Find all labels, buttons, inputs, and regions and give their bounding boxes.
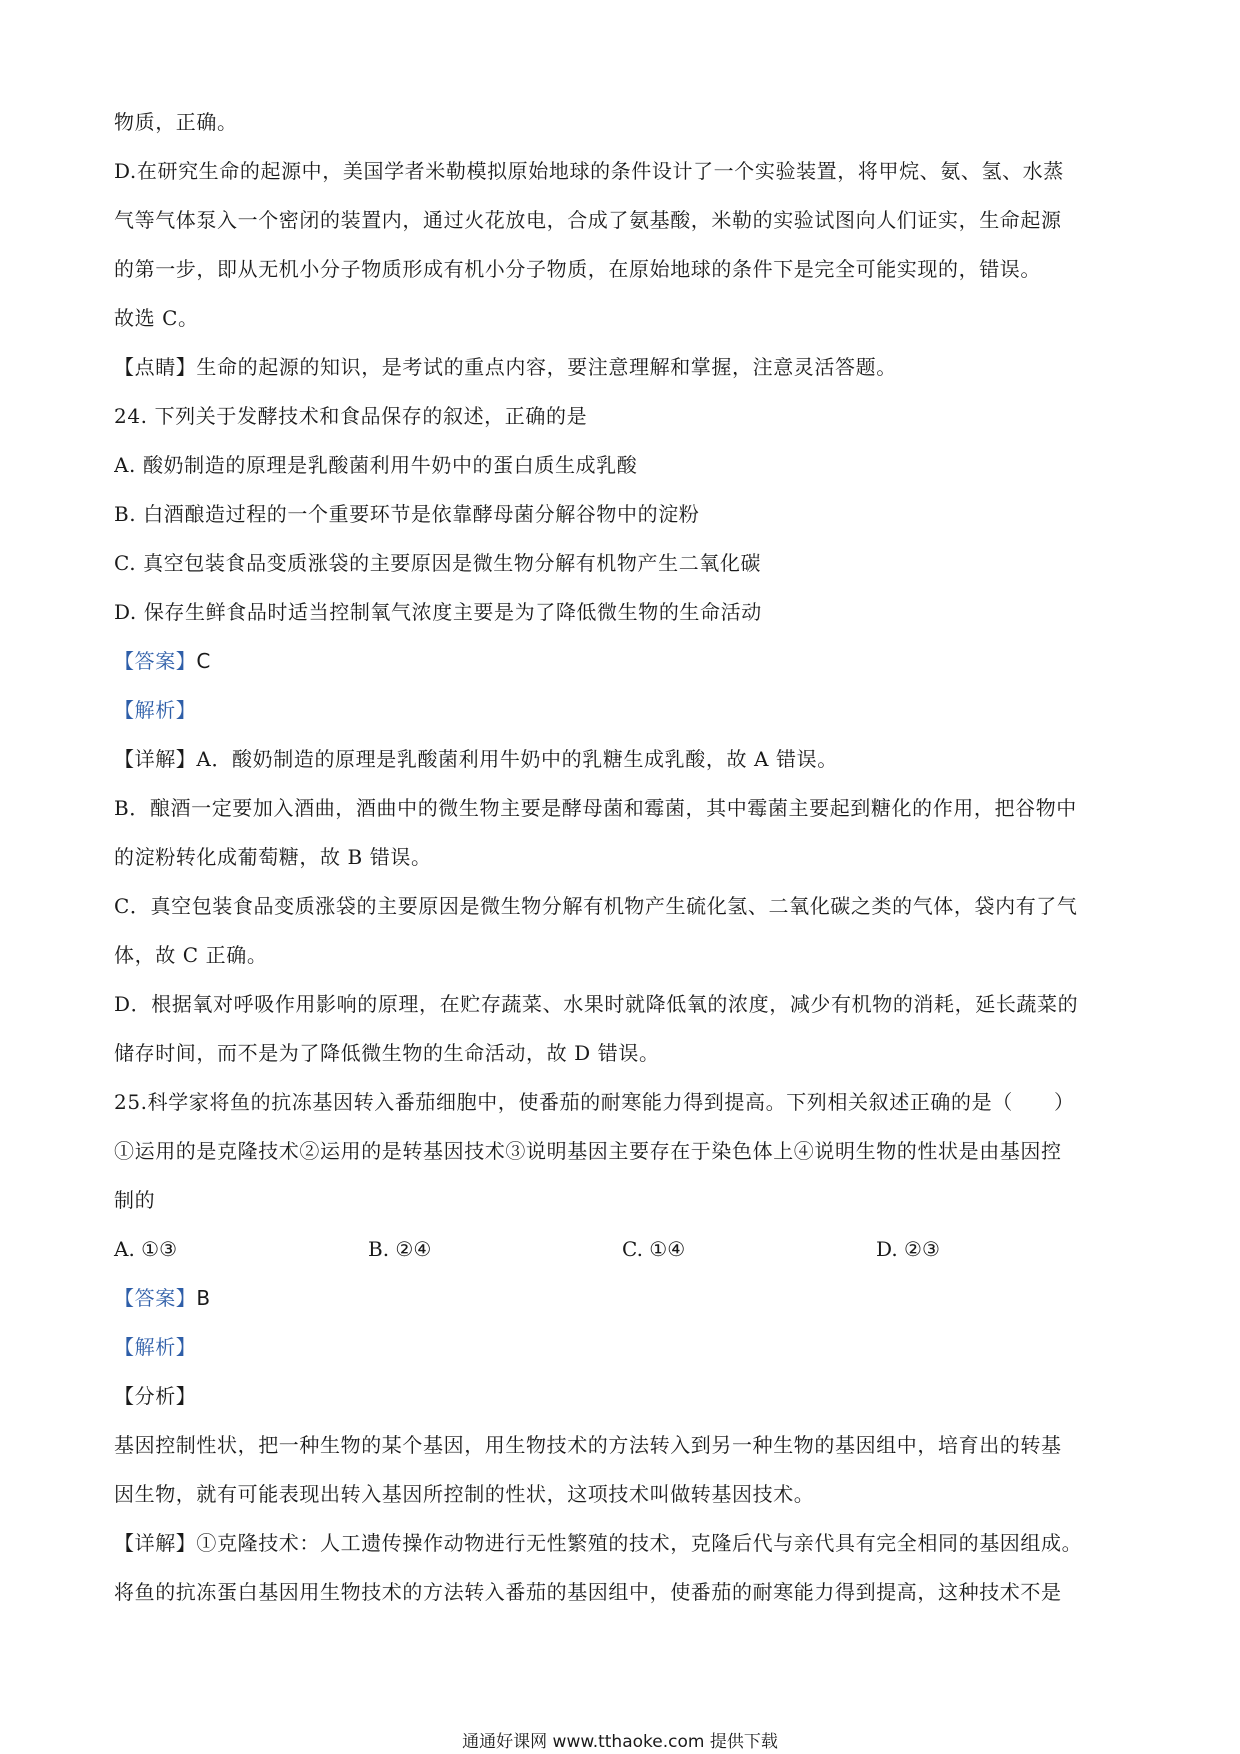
q25-fenxi-1: 基因控制性状，把一种生物的某个基因，用生物技术的方法转入到另一种生物的基因组中，培育出的转基 [114, 1433, 1062, 1457]
q24-answer-label: 【答案】 [114, 649, 197, 673]
prev-option-d-line-3: 的第一步，即从无机小分子物质形成有机小分子物质，在原始地球的条件下是完全可能实现的，错误。 [114, 257, 1041, 281]
q24-answer [114, 637, 1130, 686]
q24-option-b: B. 白酒酿造过程的一个重要环节是依靠酵母菌分解谷物中的淀粉 [114, 502, 700, 526]
q24-option-c: C. 真空包装食品变质涨袋的主要原因是微生物分解有机物产生二氧化碳 [114, 551, 762, 575]
q25-answer-label: 【答案】 [114, 1286, 197, 1310]
prev-comment: 【点睛】生命的起源的知识，是考试的重点内容，要注意理解和掌握，注意灵活答题。 [114, 355, 897, 379]
prev-choose: 故选 C。 [114, 306, 199, 330]
q25-option-a: A. ①③ [114, 1237, 178, 1261]
q24-detail-d-2: 储存时间，而不是为了降低微生物的生命活动，故 D 错误。 [114, 1041, 660, 1065]
prev-option-d-line-1: D.在研究生命的起源中，美国学者米勒模拟原始地球的条件设计了一个实验装置，将甲烷、氨、氢、水蒸 [114, 159, 1064, 183]
q25-option-d: D. ②③ [876, 1237, 940, 1261]
q24-detail-a: 【详解】A．酸奶制造的原理是乳酸菌利用牛奶中的乳糖生成乳酸，故 A 错误。 [114, 747, 838, 771]
q24-detail-b-1: B．酿酒一定要加入酒曲，酒曲中的微生物主要是酵母菌和霉菌，其中霉菌主要起到糖化的作用，把谷物中 [114, 796, 1077, 820]
q25-option-b: B. ②④ [368, 1237, 432, 1261]
q25-fenxi-label: 【分析】 [114, 1384, 197, 1408]
q25-answer [114, 1274, 1130, 1323]
q25-answer-value: B [196, 1286, 211, 1310]
q24-detail-c-1: C．真空包装食品变质涨袋的主要原因是微生物分解有机物产生硫化氢、二氧化碳之类的气体，袋内有了气 [114, 894, 1078, 918]
q25-items-1: ①运用的是克隆技术②运用的是转基因技术③说明基因主要存在于染色体上④说明生物的性状是由基因控 [114, 1139, 1062, 1163]
page-footer: 通通好课网 www.tthaoke.com 提供下载 [462, 1732, 778, 1752]
q24-option-d: D. 保存生鲜食品时适当控制氧气浓度主要是为了降低微生物的生命活动 [114, 600, 762, 624]
document-body [114, 98, 1130, 1617]
prev-option-d-line-2: 气等气体泵入一个密闭的装置内，通过火花放电，合成了氨基酸，米勒的实验试图向人们证实，生命起源 [114, 208, 1062, 232]
q25-items-2: 制的 [114, 1188, 156, 1212]
q24-analysis-label: 【解析】 [114, 698, 197, 722]
q24-stem: 24. 下列关于发酵技术和食品保存的叙述，正确的是 [114, 404, 588, 428]
q25-stem: 25.科学家将鱼的抗冻基因转入番茄细胞中，使番茄的耐寒能力得到提高。下列相关叙述正确的是（ ） [114, 1090, 1075, 1114]
q25-analysis-label: 【解析】 [114, 1335, 197, 1359]
q24-detail-c-2: 体，故 C 正确。 [114, 943, 268, 967]
q24-detail-d-1: D．根据氧对呼吸作用影响的原理，在贮存蔬菜、水果时就降低氧的浓度，减少有机物的消耗，延长蔬菜的 [114, 992, 1079, 1016]
q25-options [114, 1225, 1130, 1274]
q24-detail-b-2: 的淀粉转化成葡萄糖，故 B 错误。 [114, 845, 432, 869]
q25-detail-1: 【详解】①克隆技术：人工遗传操作动物进行无性繁殖的技术，克隆后代与亲代具有完全相同的基因组成。 [114, 1531, 1083, 1555]
q25-fenxi-2: 因生物，就有可能表现出转入基因所控制的性状，这项技术叫做转基因技术。 [114, 1482, 815, 1506]
prev-continuation: 物质，正确。 [114, 110, 238, 134]
q24-answer-value: C [196, 649, 211, 673]
q25-option-c: C. ①④ [622, 1237, 686, 1261]
q25-detail-2: 将鱼的抗冻蛋白基因用生物技术的方法转入番茄的基因组中，使番茄的耐寒能力得到提高，这种技术不是 [114, 1580, 1062, 1604]
q24-option-a: A. 酸奶制造的原理是乳酸菌利用牛奶中的蛋白质生成乳酸 [114, 453, 638, 477]
